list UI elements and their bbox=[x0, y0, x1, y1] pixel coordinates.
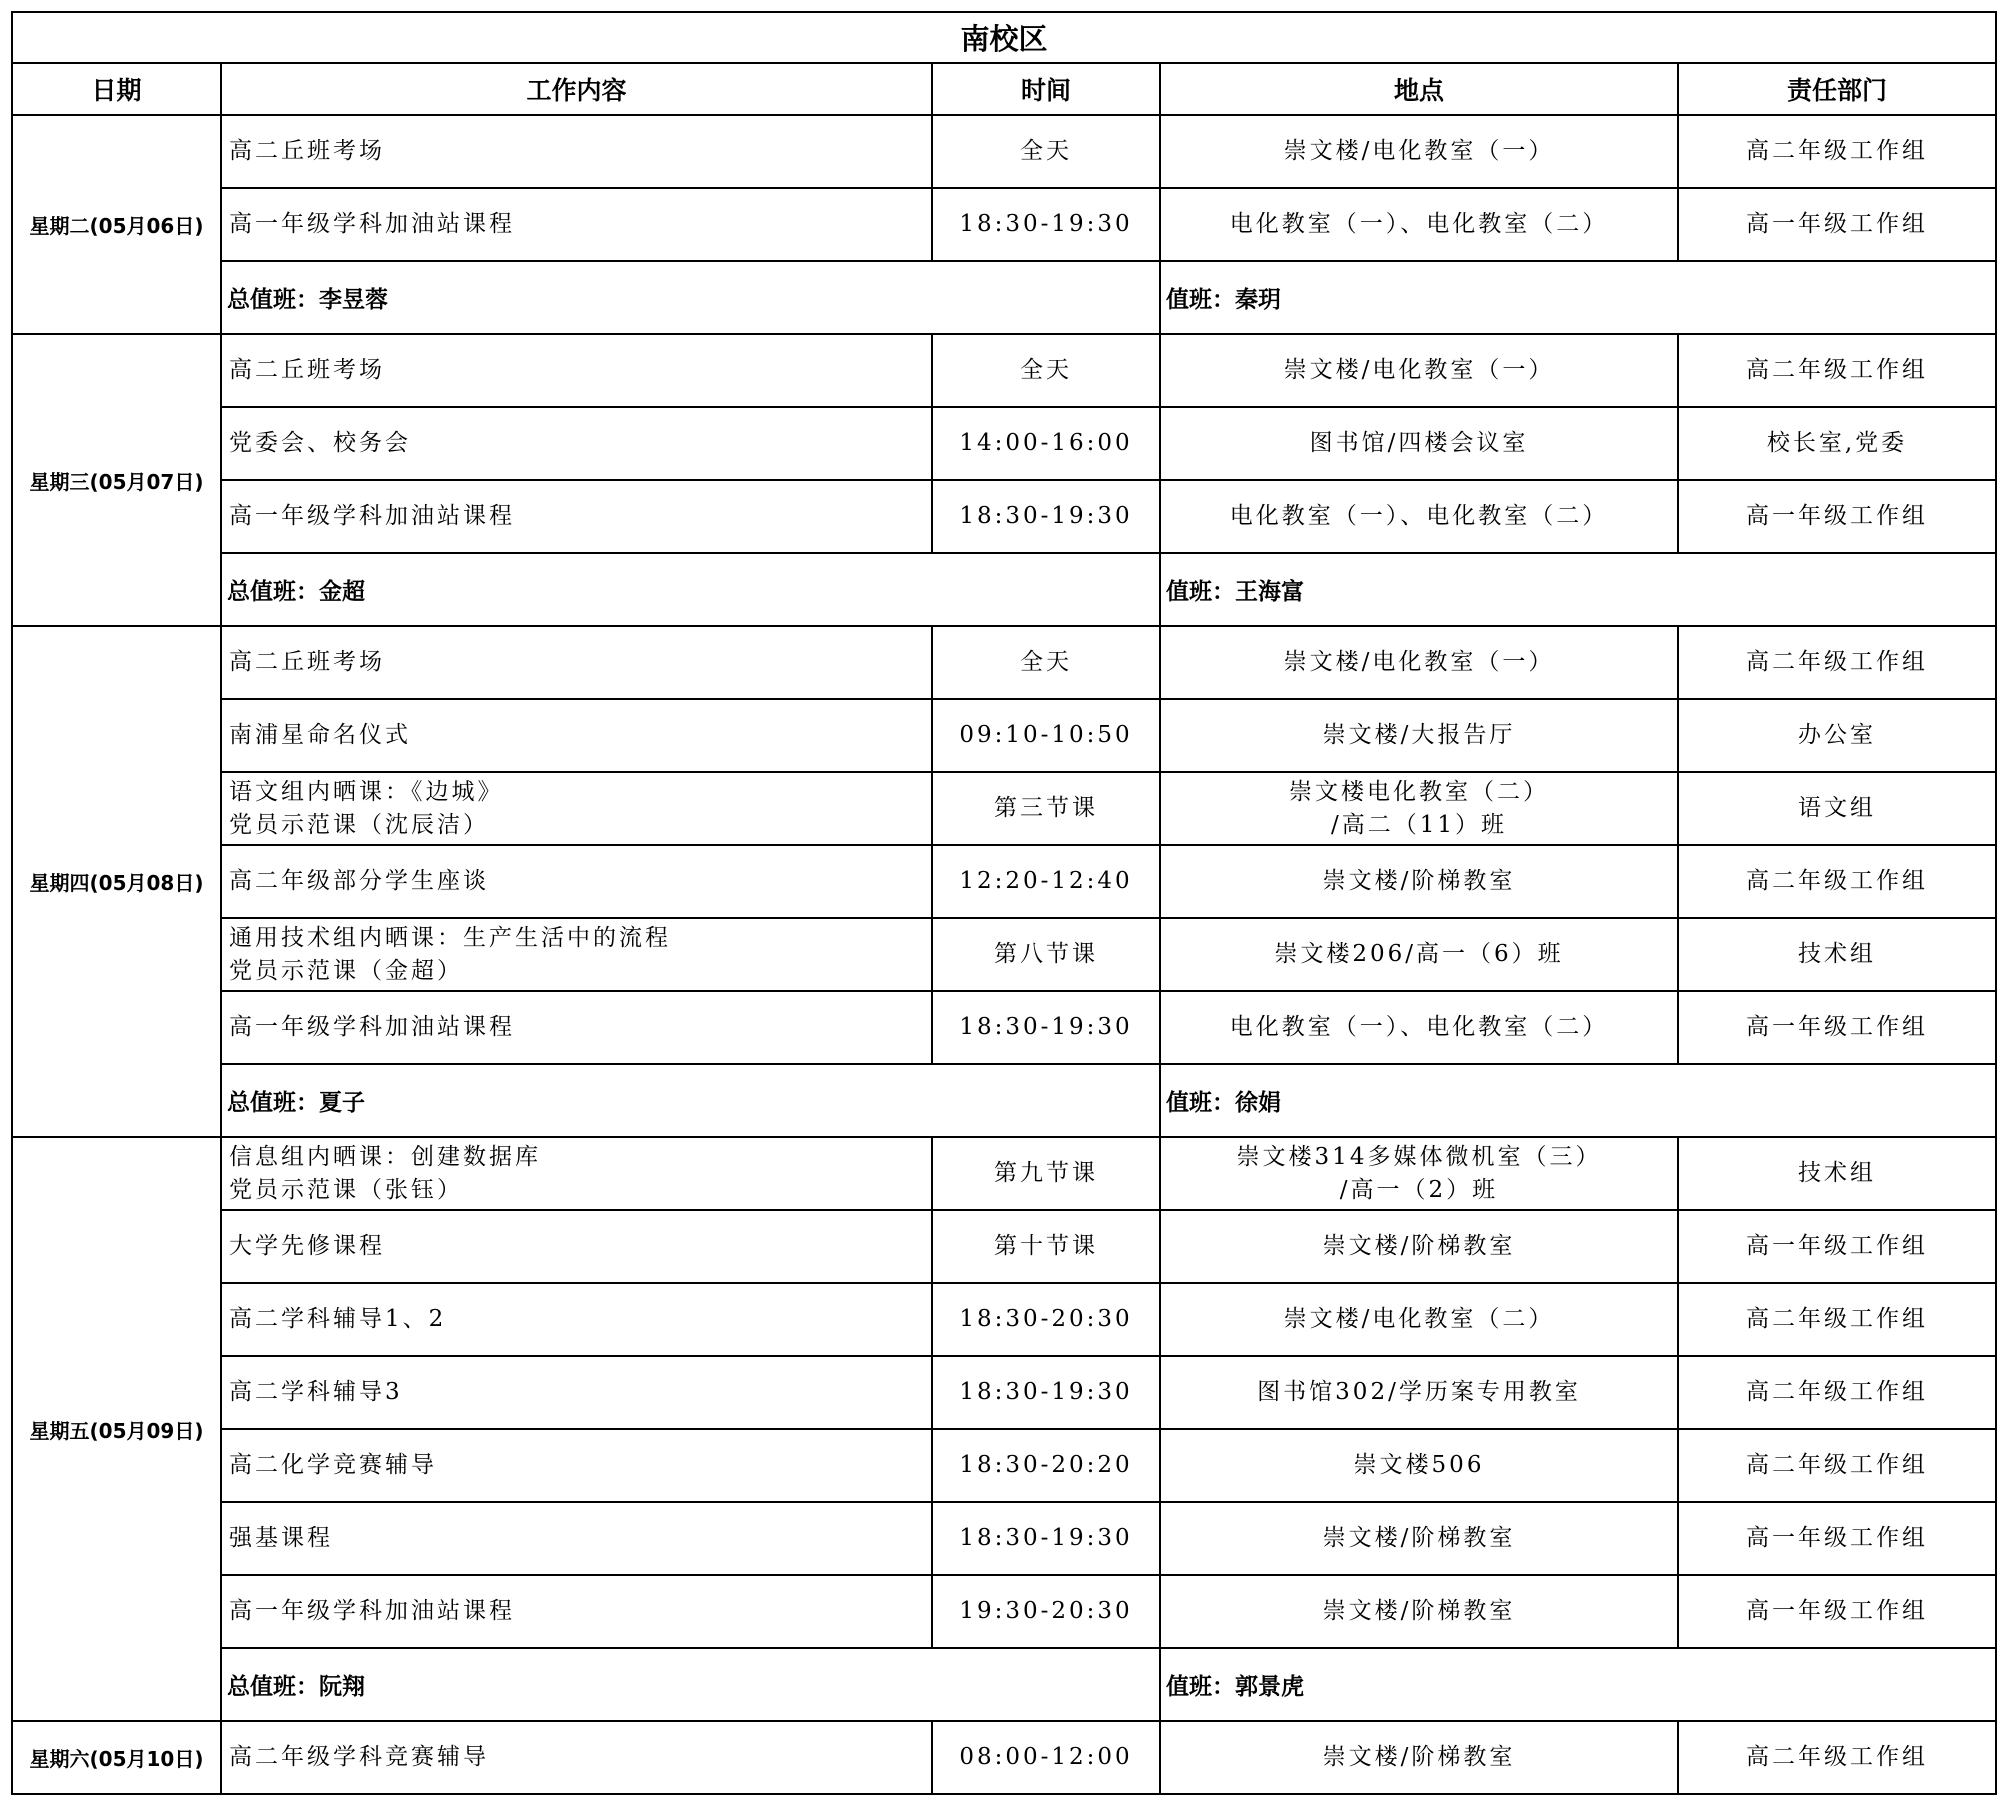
time-cell: 12:20-12:40 bbox=[932, 845, 1160, 918]
content-cell: 语文组内晒课：《边城》 党员示范课（沈辰洁） bbox=[221, 772, 932, 845]
table-row bbox=[12, 188, 1996, 261]
header-date: 日期 bbox=[12, 63, 221, 115]
schedule-table bbox=[11, 11, 1997, 1795]
dept-cell: 技术组 bbox=[1678, 1137, 1996, 1210]
table-row bbox=[12, 699, 1996, 772]
place-cell: 崇文楼/电化教室（一） bbox=[1160, 115, 1678, 188]
place-cell: 崇文楼/阶梯教室 bbox=[1160, 1210, 1678, 1283]
content-cell: 高二化学竞赛辅导 bbox=[221, 1429, 932, 1502]
table-row bbox=[12, 1283, 1996, 1356]
place-cell: 崇文楼314多媒体微机室（三） /高一（2）班 bbox=[1160, 1137, 1678, 1210]
date-cell: 星期五(05月09日) bbox=[12, 1137, 221, 1721]
dept-cell: 办公室 bbox=[1678, 699, 1996, 772]
place-cell: 图书馆302/学历案专用教室 bbox=[1160, 1356, 1678, 1429]
content-cell: 高一年级学科加油站课程 bbox=[221, 1575, 932, 1648]
time-cell: 18:30-20:20 bbox=[932, 1429, 1160, 1502]
duty-cell: 值班：徐娟 bbox=[1160, 1064, 1996, 1137]
dept-cell: 高二年级工作组 bbox=[1678, 626, 1996, 699]
place-cell: 崇文楼206/高一（6）班 bbox=[1160, 918, 1678, 991]
time-cell: 第十节课 bbox=[932, 1210, 1160, 1283]
dept-cell: 高一年级工作组 bbox=[1678, 1210, 1996, 1283]
duty-row bbox=[12, 1064, 1996, 1137]
content-cell: 大学先修课程 bbox=[221, 1210, 932, 1283]
place-cell: 崇文楼506 bbox=[1160, 1429, 1678, 1502]
table-row bbox=[12, 1502, 1996, 1575]
table-row bbox=[12, 1210, 1996, 1283]
place-cell: 电化教室（一）、电化教室（二） bbox=[1160, 480, 1678, 553]
time-cell: 19:30-20:30 bbox=[932, 1575, 1160, 1648]
duty-row bbox=[12, 261, 1996, 334]
duty-cell: 值班：王海富 bbox=[1160, 553, 1996, 626]
time-cell: 18:30-19:30 bbox=[932, 1356, 1160, 1429]
time-cell: 全天 bbox=[932, 115, 1160, 188]
table-row bbox=[12, 334, 1996, 407]
table-row bbox=[12, 115, 1996, 188]
table-row bbox=[12, 1137, 1996, 1210]
date-cell: 星期六(05月10日) bbox=[12, 1721, 221, 1794]
content-cell: 高二年级部分学生座谈 bbox=[221, 845, 932, 918]
duty-row bbox=[12, 553, 1996, 626]
place-cell: 崇文楼/电化教室（一） bbox=[1160, 626, 1678, 699]
time-cell: 18:30-19:30 bbox=[932, 991, 1160, 1064]
place-cell: 电化教室（一）、电化教室（二） bbox=[1160, 188, 1678, 261]
dept-cell: 技术组 bbox=[1678, 918, 1996, 991]
time-cell: 14:00-16:00 bbox=[932, 407, 1160, 480]
table-row bbox=[12, 480, 1996, 553]
table-row bbox=[12, 845, 1996, 918]
duty-cell: 值班：郭景虎 bbox=[1160, 1648, 1996, 1721]
table-row bbox=[12, 918, 1996, 991]
content-cell: 党委会、校务会 bbox=[221, 407, 932, 480]
place-cell: 崇文楼/电化教室（二） bbox=[1160, 1283, 1678, 1356]
place-cell: 崇文楼/电化教室（一） bbox=[1160, 334, 1678, 407]
campus-title: 南校区 bbox=[12, 12, 1996, 63]
content-cell: 信息组内晒课：创建数据库 党员示范课（张钰） bbox=[221, 1137, 932, 1210]
place-cell: 崇文楼/阶梯教室 bbox=[1160, 1502, 1678, 1575]
content-cell: 高二丘班考场 bbox=[221, 626, 932, 699]
dept-cell: 高二年级工作组 bbox=[1678, 1356, 1996, 1429]
chief-duty-cell: 总值班：李昱蓉 bbox=[221, 261, 1160, 334]
place-cell: 图书馆/四楼会议室 bbox=[1160, 407, 1678, 480]
dept-cell: 语文组 bbox=[1678, 772, 1996, 845]
table-row bbox=[12, 1356, 1996, 1429]
header-content: 工作内容 bbox=[221, 63, 932, 115]
time-cell: 全天 bbox=[932, 626, 1160, 699]
date-cell: 星期三(05月07日) bbox=[12, 334, 221, 626]
place-cell: 电化教室（一）、电化教室（二） bbox=[1160, 991, 1678, 1064]
dept-cell: 高二年级工作组 bbox=[1678, 115, 1996, 188]
duty-row bbox=[12, 1648, 1996, 1721]
dept-cell: 高二年级工作组 bbox=[1678, 845, 1996, 918]
dept-cell: 高一年级工作组 bbox=[1678, 991, 1996, 1064]
content-cell: 高二学科辅导1、2 bbox=[221, 1283, 932, 1356]
dept-cell: 高二年级工作组 bbox=[1678, 1429, 1996, 1502]
content-cell: 高二丘班考场 bbox=[221, 115, 932, 188]
dept-cell: 高一年级工作组 bbox=[1678, 188, 1996, 261]
header-dept: 责任部门 bbox=[1678, 63, 1996, 115]
duty-cell: 值班：秦玥 bbox=[1160, 261, 1996, 334]
dept-cell: 高一年级工作组 bbox=[1678, 1575, 1996, 1648]
time-cell: 第九节课 bbox=[932, 1137, 1160, 1210]
content-cell: 高二丘班考场 bbox=[221, 334, 932, 407]
table-row bbox=[12, 1721, 1996, 1794]
place-cell: 崇文楼/大报告厅 bbox=[1160, 699, 1678, 772]
table-row bbox=[12, 772, 1996, 845]
content-cell: 高一年级学科加油站课程 bbox=[221, 991, 932, 1064]
time-cell: 08:00-12:00 bbox=[932, 1721, 1160, 1794]
time-cell: 18:30-19:30 bbox=[932, 480, 1160, 553]
schedule-body bbox=[12, 115, 1996, 1794]
header-place: 地点 bbox=[1160, 63, 1678, 115]
table-row bbox=[12, 1575, 1996, 1648]
place-cell: 崇文楼/阶梯教室 bbox=[1160, 1721, 1678, 1794]
content-cell: 南浦星命名仪式 bbox=[221, 699, 932, 772]
content-cell: 高一年级学科加油站课程 bbox=[221, 480, 932, 553]
time-cell: 18:30-19:30 bbox=[932, 188, 1160, 261]
date-cell: 星期四(05月08日) bbox=[12, 626, 221, 1137]
place-cell: 崇文楼/阶梯教室 bbox=[1160, 1575, 1678, 1648]
place-cell: 崇文楼/阶梯教室 bbox=[1160, 845, 1678, 918]
table-row bbox=[12, 1429, 1996, 1502]
content-cell: 高二学科辅导3 bbox=[221, 1356, 932, 1429]
dept-cell: 高二年级工作组 bbox=[1678, 1721, 1996, 1794]
table-row bbox=[12, 991, 1996, 1064]
chief-duty-cell: 总值班：夏子 bbox=[221, 1064, 1160, 1137]
header-time: 时间 bbox=[932, 63, 1160, 115]
header-row bbox=[12, 63, 1996, 115]
dept-cell: 校长室,党委 bbox=[1678, 407, 1996, 480]
dept-cell: 高一年级工作组 bbox=[1678, 480, 1996, 553]
time-cell: 第八节课 bbox=[932, 918, 1160, 991]
dept-cell: 高一年级工作组 bbox=[1678, 1502, 1996, 1575]
date-cell: 星期二(05月06日) bbox=[12, 115, 221, 334]
content-cell: 高二年级学科竞赛辅导 bbox=[221, 1721, 932, 1794]
place-cell: 崇文楼电化教室（二） /高二（11）班 bbox=[1160, 772, 1678, 845]
title-row bbox=[12, 12, 1996, 63]
time-cell: 全天 bbox=[932, 334, 1160, 407]
content-cell: 强基课程 bbox=[221, 1502, 932, 1575]
time-cell: 第三节课 bbox=[932, 772, 1160, 845]
time-cell: 18:30-19:30 bbox=[932, 1502, 1160, 1575]
dept-cell: 高二年级工作组 bbox=[1678, 334, 1996, 407]
table-row bbox=[12, 407, 1996, 480]
content-cell: 高一年级学科加油站课程 bbox=[221, 188, 932, 261]
chief-duty-cell: 总值班：金超 bbox=[221, 553, 1160, 626]
dept-cell: 高二年级工作组 bbox=[1678, 1283, 1996, 1356]
table-row bbox=[12, 626, 1996, 699]
time-cell: 09:10-10:50 bbox=[932, 699, 1160, 772]
content-cell: 通用技术组内晒课：生产生活中的流程 党员示范课（金超） bbox=[221, 918, 932, 991]
chief-duty-cell: 总值班：阮翔 bbox=[221, 1648, 1160, 1721]
time-cell: 18:30-20:30 bbox=[932, 1283, 1160, 1356]
